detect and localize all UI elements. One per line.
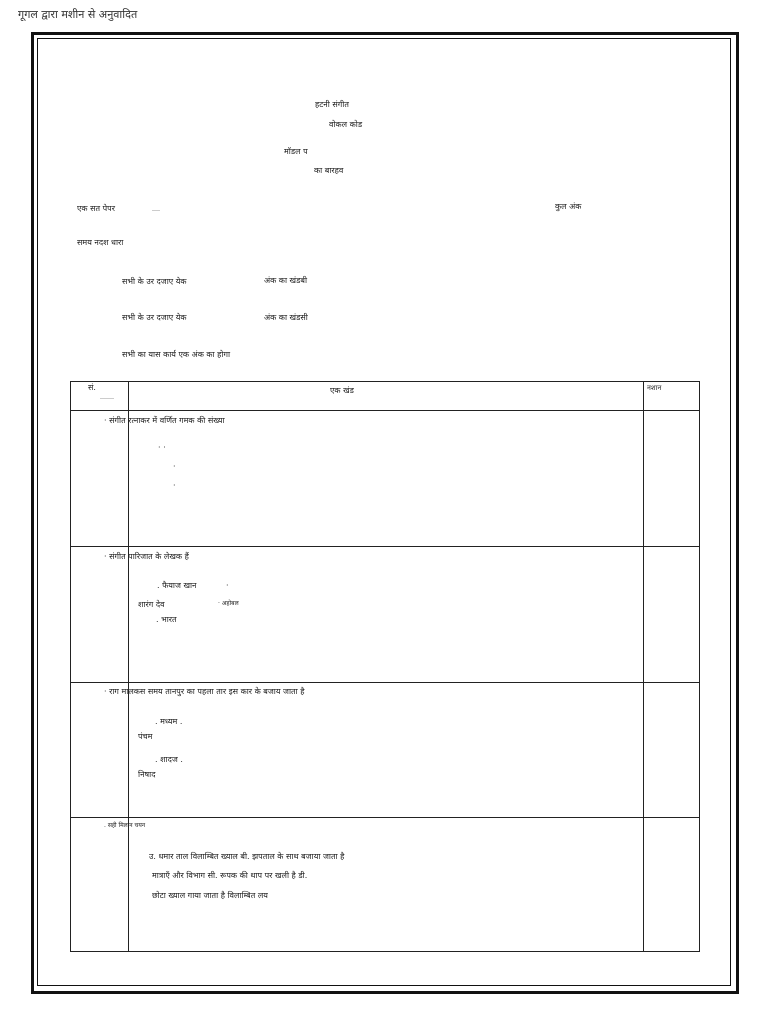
question-table [70,381,700,952]
question-1-text: · संगीत रत्नाकर में वर्णित गमक की संख्या [104,416,225,425]
column-divider-1 [128,382,129,951]
instruction-2-right: अंक का खंडसी [264,313,308,322]
instruction-1-right: अंक का खंडबी [264,276,308,285]
question-2-option-c: . भारत [156,615,177,624]
question-3-option-b: पंचम [138,732,153,741]
question-1-option-line-2: · [173,462,176,471]
question-2-text: · संगीत पारिजात के लेखक हैं [104,552,189,561]
question-3-option-c: . शादज . [155,755,183,764]
paper-dash [152,210,160,211]
header-row-divider [71,410,699,411]
column-divider-2 [643,382,644,951]
col-header-section: एक खंड [330,386,354,395]
header-class: का बारहव [314,166,344,175]
col-header-marks: नशान [647,384,662,392]
col-header-no: सं. [88,383,96,392]
instruction-2-left: सभी के उर दजाए येक [122,313,187,322]
header-model: मॉडल प [284,147,308,156]
total-marks-label: कुल अंक [555,202,582,211]
paper-label: एक सत पेपर [77,204,115,213]
question-2-option-a: . फैयाज खान [157,581,197,590]
instruction-1-left: सभी के उर दजाए येक [122,277,187,286]
question-3-text: · राग मालकस समय तानपुर का पहला तार इस कार के बजाय जाता है [104,687,305,696]
time-label: समय नदश धारा [77,238,124,247]
question-2-option-b-tail: · अहोबल [218,600,239,607]
question-4-line-1: उ. धमार ताल विलाम्बित ख्याल बी. झपताल के साथ बजाया जाता है [149,852,345,861]
row-divider-1 [71,546,699,547]
question-4-text: . सही मिलान चयन [104,822,146,829]
header-subject: हटनी संगीत [315,100,349,109]
question-3-option-a: . मध्यम . [155,717,183,726]
question-4-line-2: मात्राएँ और विभाग सी. रूपक की थाप पर खली है डी. [152,871,308,880]
instruction-3: सभी का यास कार्य एक अंक का होगा [122,350,231,359]
no-col-dash [100,398,114,399]
row-divider-2 [71,682,699,683]
question-4-line-3: छोटा ख्याल गाया जाता है विलाम्बित लय [152,891,268,900]
translation-banner: गूगल द्वारा मशीन से अनुवादित [18,8,138,21]
question-2-option-a-tail: · [226,581,229,590]
row-divider-3 [71,817,699,818]
question-2-option-b: शारंग देव [138,600,165,609]
question-1-option-line-3: · [173,481,176,490]
question-1-option-line-1: · · [158,443,166,452]
question-3-option-d: निषाद [138,770,156,779]
header-code: वोकल कोड [329,120,363,129]
